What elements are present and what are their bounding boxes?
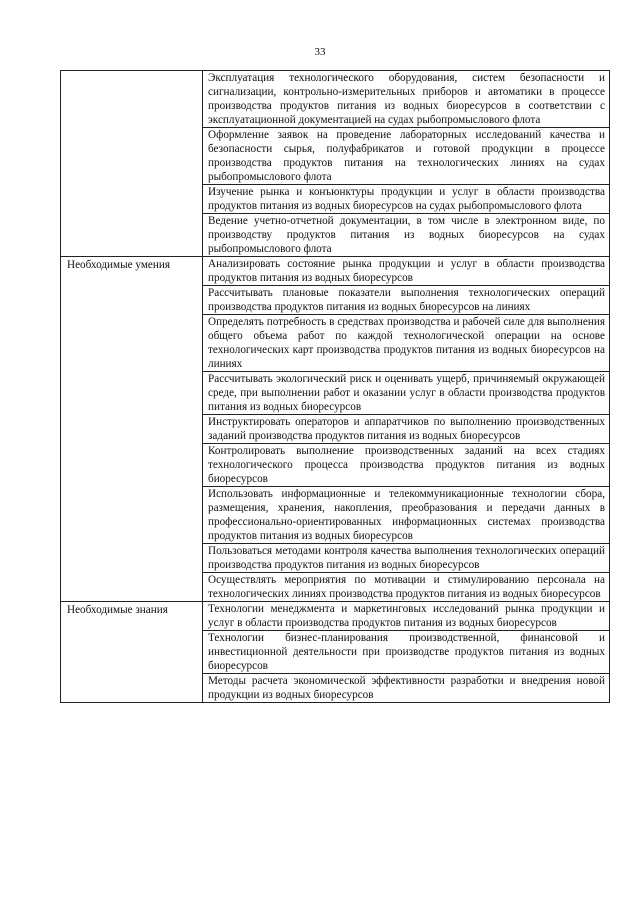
table-cell: Использовать информационные и телекоммуникационные технологии сбора, размещения, хранения, накопления, преобразования и передачи данных в профессионально-ориентированных информационных системах производства продуктов питания из водных биоресурсов <box>203 487 610 544</box>
page-number: 33 <box>314 46 326 58</box>
table-cell: Анализировать состояние рынка продукции и услуг в области производства продуктов питания из водных биоресурсов <box>203 257 610 286</box>
section-label-skills: Необходимые умения <box>61 257 203 602</box>
table-cell: Рассчитывать экологический риск и оценивать ущерб, причиняемый окружающей среде, при выполнении работ и оказании услуг в области производства продуктов питания из водных биоресурсов <box>203 372 610 415</box>
table-cell: Оформление заявок на проведение лабораторных исследований качества и безопасности сырья, полуфабрикатов и готовой продукции в процессе производства продуктов питания на технологических линиях на судах рыбопромыслового флота <box>203 128 610 185</box>
table-cell: Технологии менеджмента и маркетинговых исследований рынка продукции и услуг в области производства продуктов питания из водных биоресурсов <box>203 602 610 631</box>
table-row <box>61 602 610 631</box>
table-row <box>61 257 610 286</box>
table-cell: Изучение рынка и конъюнктуры продукции и услуг в области производства продуктов питания из водных биоресурсов на судах рыбопромыслового флота <box>203 185 610 214</box>
table-cell: Ведение учетно-отчетной документации, в том числе в электронном виде, по производству продуктов питания из водных биоресурсов на судах рыбопромыслового флота <box>203 214 610 257</box>
section-label-knowledge: Необходимые знания <box>61 602 203 703</box>
table-cell: Определять потребность в средствах производства и рабочей силе для выполнения общего объема работ по каждой технологической операции на основе технологических карт производства продуктов питания из водных биоресурсов на линиях <box>203 315 610 372</box>
table-cell: Пользоваться методами контроля качества выполнения технологических операций производства продуктов питания из водных биоресурсов <box>203 544 610 573</box>
table-cell: Инструктировать операторов и аппаратчиков по выполнению производственных заданий производства продуктов питания из водных биоресурсов <box>203 415 610 444</box>
requirements-table-body <box>61 71 610 703</box>
table-cell: Осуществлять мероприятия по мотивации и стимулированию персонала на технологических линиях производства продуктов питания из водных биоресурсов <box>203 573 610 602</box>
table-cell: Методы расчета экономической эффективности разработки и внедрения новой продукции из водных биоресурсов <box>203 674 610 703</box>
requirements-table <box>60 70 610 703</box>
table-cell: Эксплуатация технологического оборудования, систем безопасности и сигнализации, контрольно-измерительных приборов и автоматики в процессе производства продуктов питания из водных биоресурсов в соответствии с эксплуатационной документацией на судах рыбопромыслового флота <box>203 71 610 128</box>
table-cell: Рассчитывать плановые показатели выполнения технологических операций производства продуктов питания из водных биоресурсов на линиях <box>203 286 610 315</box>
section-label <box>61 71 203 257</box>
table-cell: Технологии бизнес-планирования производственной, финансовой и инвестиционной деятельности при производстве продуктов питания из водных биоресурсов <box>203 631 610 674</box>
table-cell: Контролировать выполнение производственных заданий на всех стадиях технологического процесса производства продуктов питания из водных биоресурсов <box>203 444 610 487</box>
table-row <box>61 71 610 128</box>
